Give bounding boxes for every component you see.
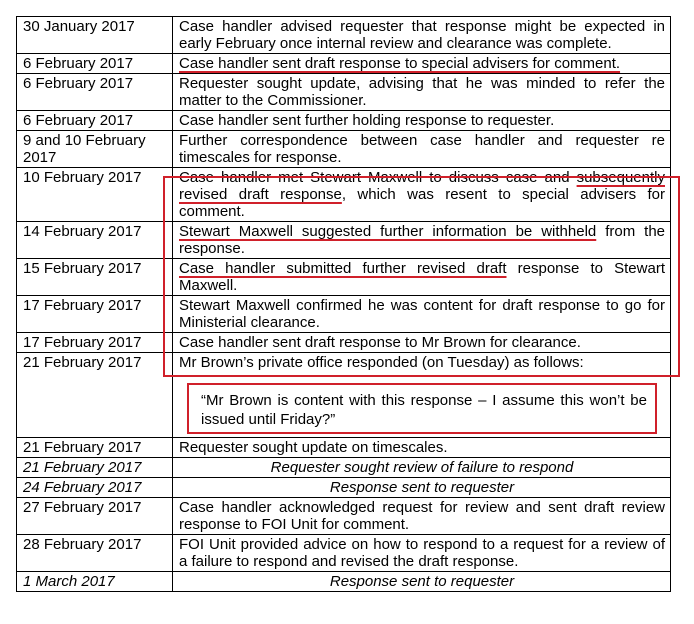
event-cell: Response sent to requester [173,572,671,592]
event-cell [173,222,671,259]
date-cell: 10 February 2017 [17,168,173,222]
highlighted-text: Stewart Maxwell suggested further information be withheld [179,223,597,240]
date-cell: 30 January 2017 [17,17,173,54]
date-cell: 21 February 2017 [17,353,173,438]
table-row [17,498,671,535]
date-cell: 21 February 2017 [17,438,173,458]
date-cell: 6 February 2017 [17,54,173,74]
table-row [17,353,671,438]
event-cell: Requester sought update, advising that he was minded to refer the matter to the Commissioner. [173,74,671,111]
date-cell: 27 February 2017 [17,498,173,535]
date-cell: 14 February 2017 [17,222,173,259]
date-cell: 6 February 2017 [17,111,173,131]
event-cell: Case handler acknowledged request for review and sent draft review response to FOI Unit for comment. [173,498,671,535]
table-row [17,131,671,168]
event-cell: Case handler sent draft response to Mr Brown for clearance. [173,333,671,353]
table-row [17,17,671,54]
event-cell [173,259,671,296]
table-row [17,259,671,296]
table-row [17,333,671,353]
event-cell: Further correspondence between case handler and requester re timescales for response. [173,131,671,168]
event-text: response to Stewart Maxwell. [179,260,665,294]
table-row [17,438,671,458]
table-row [17,222,671,259]
event-cell: Requester sought review of failure to respond [173,458,671,478]
event-cell: Case handler sent further holding response to requester. [173,111,671,131]
table-row [17,458,671,478]
date-cell: 28 February 2017 [17,535,173,572]
event-cell: Stewart Maxwell confirmed he was content for draft response to go for Ministerial clearance. [173,296,671,333]
event-cell [173,54,671,74]
event-cell [173,353,671,438]
event-text: Case handler met Stewart Maxwell to discuss case and [179,169,577,186]
quote-box: “Mr Brown is content with this response – I assume this won’t be issued until Friday?” [187,383,657,434]
date-cell: 6 February 2017 [17,74,173,111]
date-cell: 1 March 2017 [17,572,173,592]
event-text: from the response. [179,223,666,257]
event-text: , which was resent to special advisers for comment. [179,186,665,220]
table-row [17,54,671,74]
highlighted-text: subsequently revised draft response [179,169,665,203]
event-cell: Response sent to requester [173,478,671,498]
timeline-table [16,16,671,592]
event-cell: FOI Unit provided advice on how to respond to a request for a review of a failure to respond and revised the draft response. [173,535,671,572]
date-cell: 15 February 2017 [17,259,173,296]
table-row [17,535,671,572]
highlighted-text: Case handler submitted further revised draft [179,260,507,277]
table-row [17,296,671,333]
table-row [17,478,671,498]
event-text: Mr Brown’s private office responded (on Tuesday) as follows: [179,354,584,371]
event-cell [173,168,671,222]
table-row [17,74,671,111]
table-row [17,572,671,592]
date-cell: 17 February 2017 [17,333,173,353]
date-cell: 21 February 2017 [17,458,173,478]
date-cell: 24 February 2017 [17,478,173,498]
date-cell: 9 and 10 February 2017 [17,131,173,168]
event-cell: Case handler advised requester that response might be expected in early February once internal review and clearance was complete. [173,17,671,54]
highlighted-text: Case handler sent draft response to special advisers for comment. [179,55,621,72]
event-cell: Requester sought update on timescales. [173,438,671,458]
date-cell: 17 February 2017 [17,296,173,333]
table-row [17,168,671,222]
table-row [17,111,671,131]
